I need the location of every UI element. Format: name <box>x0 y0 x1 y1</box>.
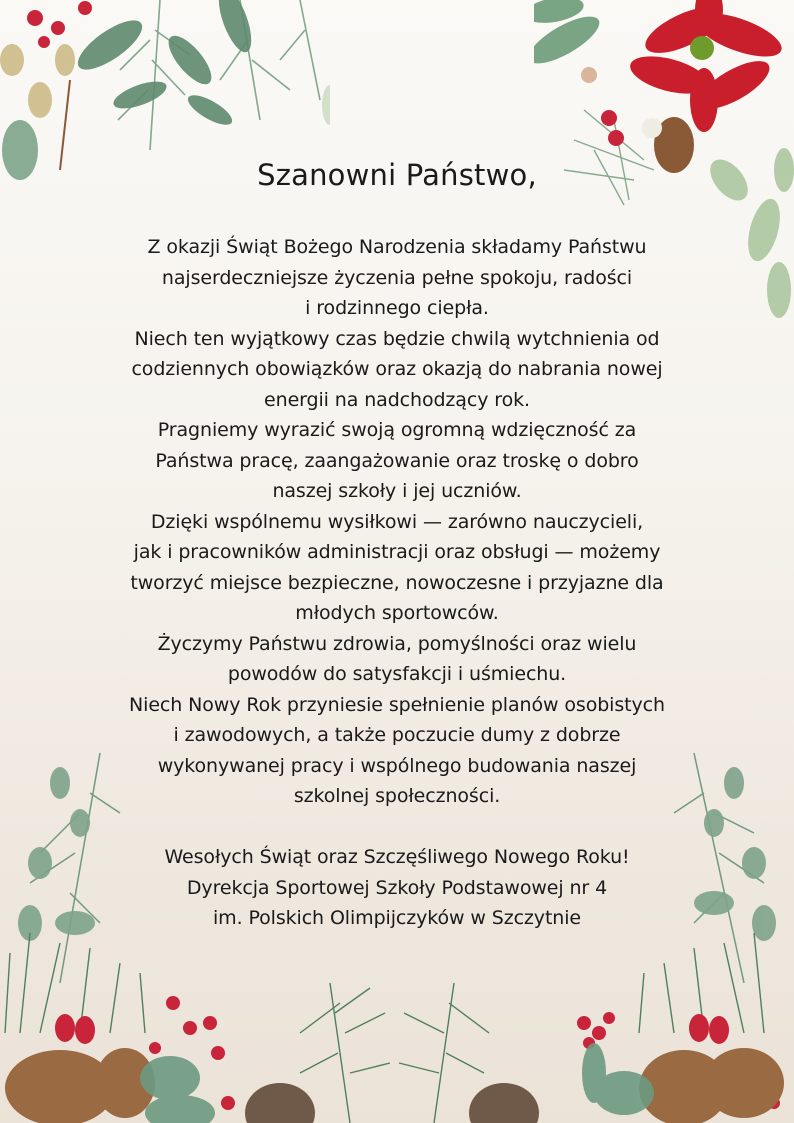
signature-line: im. Polskich Olimpijczyków w Szczytnie <box>212 907 582 929</box>
body-line: codziennych obowiązków oraz okazją do nabrania nowej <box>131 358 663 380</box>
letter-greeting: Szanowni Państwo, <box>257 158 537 192</box>
body-line: tworzyć miejsce bezpieczne, nowoczesne i przyjazne dla <box>130 571 664 594</box>
signature-line: Dyrekcja Sportowej Szkoły Podstawowej nr 4 <box>186 876 608 899</box>
body-line: wykonywanej pracy i wspólnego budowania naszej <box>157 754 637 777</box>
body-line: Życzymy Państwu zdrowia, pomyślności oraz wielu <box>157 632 637 655</box>
body-line: i rodzinnego ciepła. <box>305 297 489 319</box>
body-line: szkolnej społeczności. <box>293 785 501 807</box>
body-line: Dzięki wspólnemu wysiłkowi — zarówno nauczycieli, <box>150 510 644 533</box>
closing-wish: Wesołych Świąt oraz Szczęśliwego Nowego Roku! <box>164 846 630 868</box>
letter-closing <box>0 842 794 934</box>
body-line: Niech ten wyjątkowy czas będzie chwilą wytchnienia od <box>134 327 660 350</box>
body-line: powodów do satysfakcji i uśmiechu. <box>227 663 567 685</box>
body-line: najserdeczniejsze życzenia pełne spokoju, radości <box>161 266 633 289</box>
body-line: Państwa pracę, zaangażowanie oraz troskę o dobro <box>155 449 639 472</box>
letter-body <box>0 232 794 812</box>
body-line: i zawodowych, a także poczucie dumy z dobrze <box>173 724 621 746</box>
body-line: młodych sportowców. <box>295 602 499 624</box>
body-line: Niech Nowy Rok przyniesie spełnienie planów osobistych <box>129 693 665 716</box>
body-line: Z okazji Świąt Bożego Narodzenia składamy Państwu <box>147 236 647 258</box>
body-line: naszej szkoły i jej uczniów. <box>272 480 522 502</box>
body-line: jak i pracowników administracji oraz obsługi — możemy <box>133 541 661 563</box>
letter-content <box>0 148 794 934</box>
body-line: energii na nadchodzący rok. <box>264 388 530 411</box>
body-line: Pragniemy wyrazić swoją ogromną wdzięczność za <box>157 419 637 441</box>
